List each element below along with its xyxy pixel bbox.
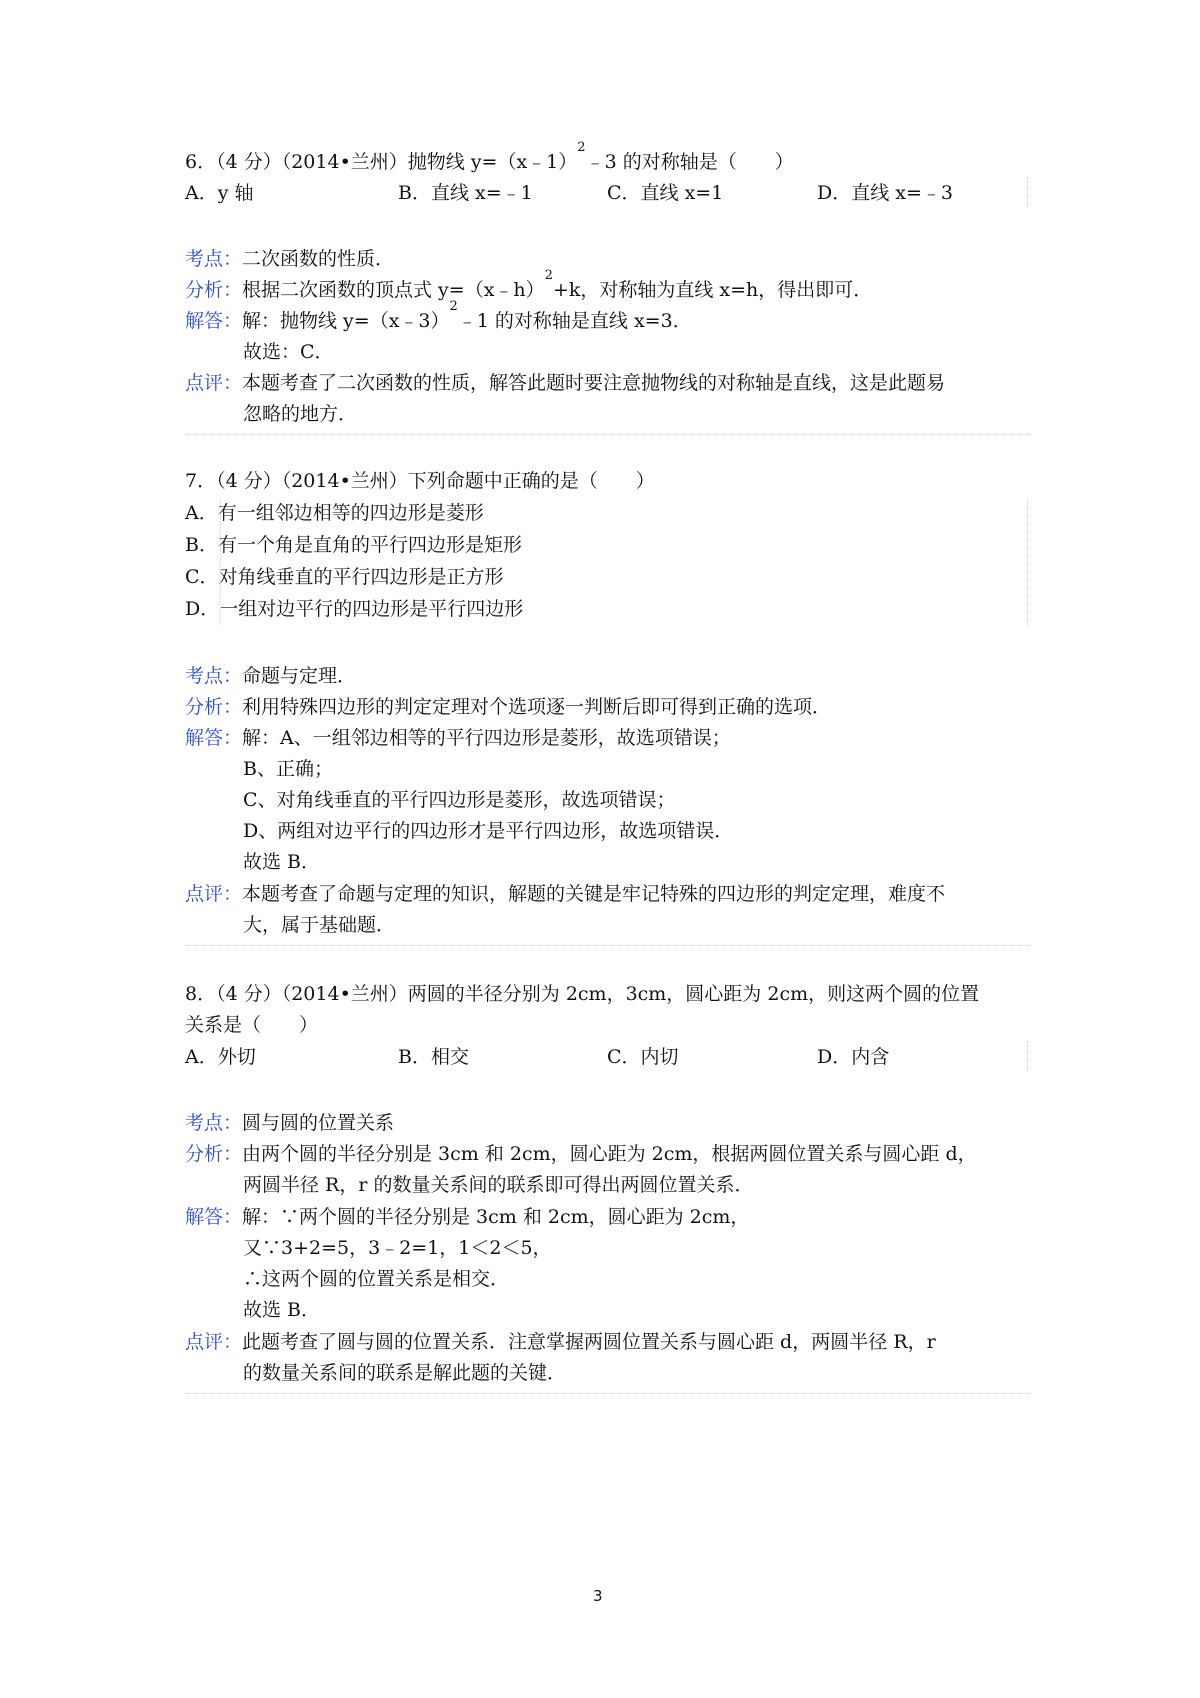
q8-stem: 8．（4 分）（2014•兰州）两圆的半径分别为 2cm，3cm，圆心距为 2cm，则这两个圆的位置 (185, 983, 980, 1005)
q6-stem-text: 6．（4 分）（2014•兰州）抛物线 y=（x﹣1） (185, 151, 578, 173)
q8-kaodian (185, 1111, 394, 1135)
q6-dianping-line2: 忽略的地方． (243, 403, 358, 425)
q7-jieda-label: 解答： (185, 727, 243, 749)
q8-option-d: D．内含 (817, 1046, 890, 1068)
q8-option-c: C．内切 (607, 1046, 679, 1068)
q6-jieda-line2: 故选：C． (243, 341, 334, 363)
page-number: 3 (593, 1587, 603, 1605)
q6-kaodian (185, 247, 394, 271)
q6-option-a: A．y 轴 (185, 182, 254, 204)
q8-jieda-text: 解：∵两个圆的半径分别是 3cm 和 2cm，圆心距为 2cm， (242, 1206, 750, 1228)
q6-dianping-text: 本题考查了二次函数的性质，解答此题时要注意抛物线的对称轴是直线，这是此题易 (242, 372, 946, 394)
q7-option-c: C．对角线垂直的平行四边形是正方形 (185, 566, 504, 588)
q7-stem: 7．（4 分）（2014•兰州）下列命题中正确的是（ ） (185, 470, 655, 492)
q6-jieda-label: 解答： (185, 310, 243, 332)
q7-kaodian-text: 命题与定理． (242, 665, 357, 687)
q8-jieda (185, 1205, 749, 1229)
q6-stem-exponent: 2 (577, 140, 586, 155)
q8-jieda-label: 解答： (185, 1206, 243, 1228)
q8-options-border (1027, 1041, 1028, 1071)
q7-dianping-label: 点评： (185, 883, 243, 905)
q7-jieda-text: 解：A、一组邻边相等的平行四边形是菱形，故选项错误； (242, 727, 731, 749)
q6-stem (185, 140, 794, 174)
q7-jieda-line4: D、两组对边平行的四边形才是平行四边形，故选项错误． (243, 820, 734, 842)
q8-option-a: A．外切 (185, 1046, 256, 1068)
q6-jieda-exponent: 2 (449, 299, 458, 314)
q6-dianping (185, 371, 945, 395)
q6-fenxi-text-end: +k，对称轴为直线 x=h，得出即可． (552, 279, 873, 301)
q8-dianping-line2: 的数量关系间的联系是解此题的关键． (243, 1362, 567, 1384)
q6-fenxi-text: 根据二次函数的顶点式 y=（x﹣h） (242, 279, 545, 301)
q6-fenxi-exponent: 2 (544, 268, 553, 283)
q8-kaodian-label: 考点： (185, 1112, 243, 1134)
q6-stem-text-end: ﹣3 的对称轴是（ ） (585, 151, 794, 173)
q8-option-b: B．相交 (398, 1046, 469, 1068)
q7-option-b: B．有一个角是直角的平行四边形是矩形 (185, 534, 522, 556)
q8-jieda-line2: 又∵3+2=5，3﹣2=1，1＜2＜5， (243, 1237, 552, 1259)
q6-dianping-label: 点评： (185, 372, 243, 394)
q6-fenxi (185, 268, 873, 302)
q8-dianping-label: 点评： (185, 1331, 243, 1353)
q7-fenxi-label: 分析： (185, 696, 243, 718)
q8-separator (185, 1393, 1030, 1394)
q6-fenxi-label: 分析： (185, 279, 243, 301)
q7-options-left-border (220, 500, 221, 626)
q7-fenxi (185, 695, 831, 719)
q6-option-d: D．直线 x=﹣3 (817, 182, 953, 204)
q7-option-d: D．一组对边平行的四边形是平行四边形 (185, 598, 524, 620)
q8-jieda-line4: 故选 B． (243, 1299, 321, 1321)
q7-fenxi-text: 利用特殊四边形的判定定理对个选项逐一判断后即可得到正确的选项． (242, 696, 832, 718)
q8-fenxi-label: 分析： (185, 1143, 243, 1165)
q7-options-border (1027, 500, 1028, 626)
q6-jieda (185, 299, 692, 333)
q6-options-border (1027, 177, 1028, 207)
q7-kaodian (185, 664, 356, 688)
q7-option-a: A．有一组邻边相等的四边形是菱形 (185, 502, 484, 524)
q8-fenxi (185, 1142, 977, 1166)
q7-dianping-line2: 大，属于基础题． (243, 914, 396, 936)
q8-dianping (185, 1330, 936, 1354)
q7-jieda (185, 726, 731, 750)
q6-option-c: C．直线 x=1 (607, 182, 724, 204)
q7-dianping (185, 882, 945, 906)
q6-jieda-text-end: ﹣1 的对称轴是直线 x=3． (457, 310, 692, 332)
q8-fenxi-text: 由两个圆的半径分别是 3cm 和 2cm，圆心距为 2cm，根据两圆位置关系与圆心距 d， (242, 1143, 977, 1165)
q7-separator (185, 945, 1030, 946)
q8-kaodian-text: 圆与圆的位置关系 (242, 1112, 395, 1134)
q6-kaodian-text: 二次函数的性质． (242, 248, 395, 270)
q7-dianping-text: 本题考查了命题与定理的知识，解题的关键是牢记特殊的四边形的判定定理，难度不 (242, 883, 946, 905)
q8-dianping-text: 此题考查了圆与圆的位置关系．注意掌握两圆位置关系与圆心距 d，两圆半径 R，r (242, 1331, 936, 1353)
q7-kaodian-label: 考点： (185, 665, 243, 687)
q7-jieda-line2: B、正确； (243, 758, 333, 780)
q6-separator (185, 434, 1030, 435)
q7-jieda-line3: C、对角线垂直的平行四边形是菱形，故选项错误； (243, 789, 676, 811)
q6-jieda-text: 解：抛物线 y=（x﹣3） (242, 310, 450, 332)
q6-kaodian-label: 考点： (185, 248, 243, 270)
q8-fenxi-line2: 两圆半径 R，r 的数量关系间的联系即可得出两圆位置关系． (243, 1174, 754, 1196)
q8-jieda-line3: ∴这两个圆的位置关系是相交． (243, 1268, 510, 1290)
q8-stem-line2: 关系是（ ） (185, 1014, 319, 1036)
q6-option-b: B．直线 x=﹣1 (398, 182, 533, 204)
q7-jieda-line5: 故选 B． (243, 851, 321, 873)
